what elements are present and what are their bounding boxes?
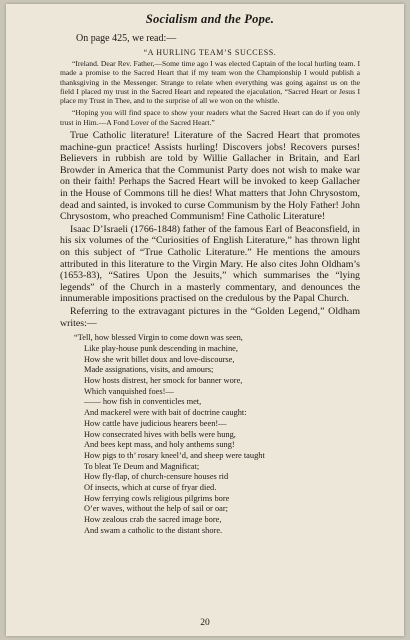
poem-line: How zealous crab the sacred image bore, <box>84 515 222 525</box>
poem-line: How hosts distrest, her smock for banner wore, <box>84 375 243 385</box>
poem-line: How ferrying cowls religious pilgrims bore <box>84 493 230 503</box>
poem-line: How pigs to th’ rosary kneel’d, and sheep were taught <box>84 450 265 460</box>
book-page <box>6 4 404 636</box>
page-number: 20 <box>200 618 210 628</box>
poem-line: Like play-house punk descending in machine, <box>84 343 238 353</box>
poem-line: Of insects, which at curse of fryar died. <box>84 483 217 493</box>
poem-line: And mackerel were with bait of doctrine caught: <box>84 408 247 418</box>
poem-line: To bleat Te Deum and Magnificat; <box>84 461 200 471</box>
poem-line: How cattle have judicious hearers been!— <box>84 418 227 428</box>
poem-line: How she writ billet doux and love-discourse, <box>84 354 235 364</box>
letter-heading: “A HURLING TEAM’S SUCCESS. <box>143 48 277 57</box>
poem-line: O’er waves, without the help of sail or oar; <box>84 504 228 514</box>
page-title: Socialism and the Pope. <box>145 12 275 26</box>
body-paragraph-2: Isaac D’Israeli (1766-1848) father of the famous Earl of Beaconsfield, in his six volumes of the “Curiosities of English Literature,” has thrown light on this subject of “True Catholic Literature.” He mentions the amours attributed in this literature to the Virgin Mary. He also cites John Oldham’s (1653-83), “Satires Upon the Jesuits,” which summarises the “lying legends” of the Church in a masterly commentary, and denounces the innumerable impositions practised on the credulous by the Papal Church. <box>60 223 360 305</box>
poem-quote <box>74 333 360 536</box>
poem-line: And swam a catholic to the distant shore. <box>84 525 223 535</box>
page-content <box>60 12 360 537</box>
poem-line: —— how fish in conventicles met, <box>84 397 202 407</box>
letter-paragraph-2: “Hoping you will find space to show your readers what the Sacred Heart can do if you only trust in Him.—A Fond Lover of the Sacred Heart.” <box>60 108 360 127</box>
poem-line: And bees kept mass, and holy anthems sung! <box>84 440 235 450</box>
body-paragraph-1: True Catholic literature! Literature of the Sacred Heart that promotes machine-gun practice! Assists hurling! Discovers jobs! Recovers purses! Believers in rubbish are told by Willie Gallacher in Britain, and Earl Browder in America that the Communist Party does not wish to make war on their faith! Perhaps the Sacred Heart will be invoked to keep Gallacher in the House of Commons till he dies! What matters that John Chrysostom, dead and sainted, is invoked to curse Communism by the Holy Father! John Chrysostom, who preached Communism! Fine Catholic Literature! <box>60 130 360 223</box>
quoted-letter <box>60 48 360 127</box>
body-paragraph-3: Referring to the extravagant pictures in the “Golden Legend,” Oldham writes:— <box>60 305 360 329</box>
body-text <box>60 130 360 329</box>
poem-line: Made assignations, visits, and amours; <box>84 365 214 375</box>
poem-line: How consecrated hives with bells were hung, <box>84 429 236 439</box>
poem-line: How fly-flap, of church-censure houses rid <box>84 472 229 482</box>
intro-line: On page 425, we read:— <box>76 33 177 44</box>
letter-paragraph-1: “Ireland. Dear Rev. Father,—Some time ago I was elected Captain of the local hurling team. I made a promise to the Sacred Heart that if my team won the Championship I would publish a thanksgiving in the Messenger. Strange to relate when everything was going against us on the field I placed my trust in the Sacred Heart and repeated the ejaculation, “Sacred Heart or Jesus I place my Trust in Thee, and to the surprise of all we won on the whistle. <box>60 59 360 106</box>
poem-line: “Tell, how blessed Virgin to come down was seen, <box>74 333 243 343</box>
poem-line: Which vanquished foes!— <box>84 386 174 396</box>
